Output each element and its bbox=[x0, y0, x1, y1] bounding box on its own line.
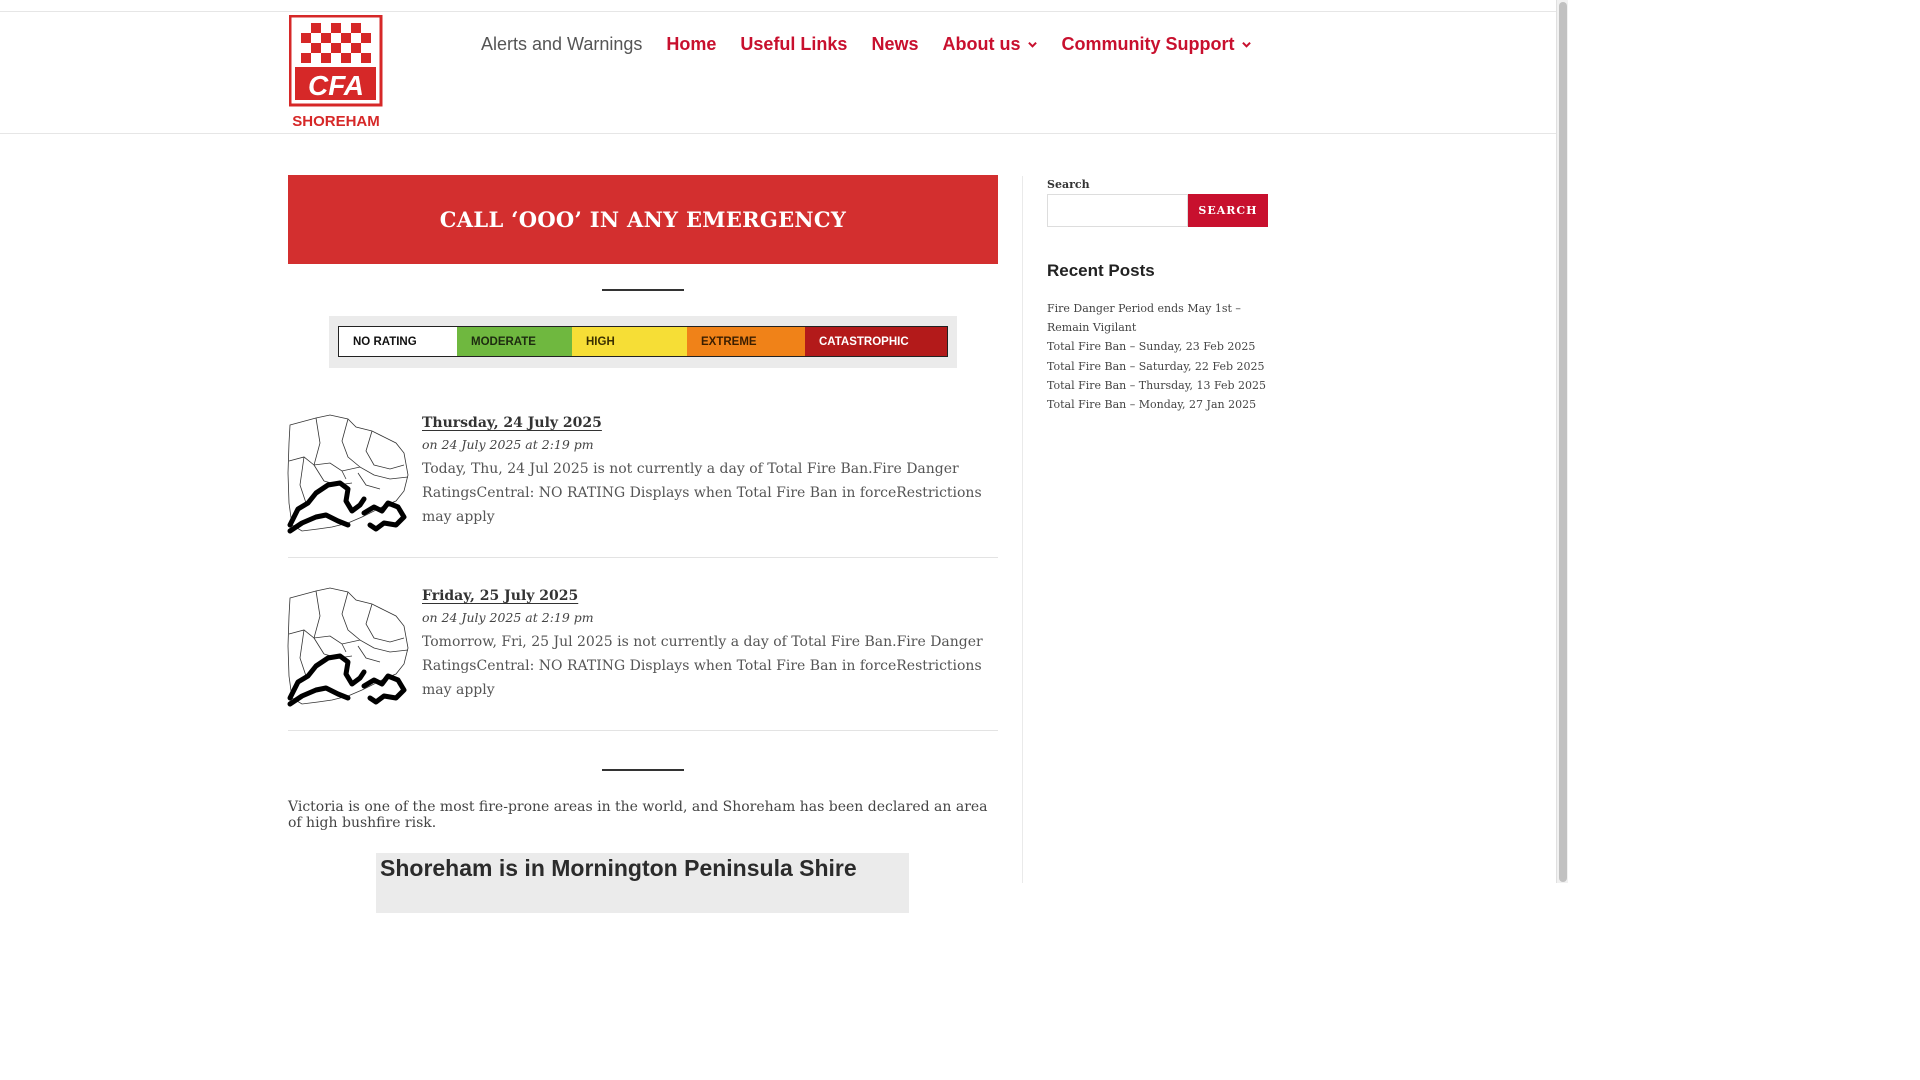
recent-post-link[interactable]: Fire Danger Period ends May 1st – Remain Vigilant bbox=[1047, 302, 1241, 335]
recent-post-link[interactable]: Total Fire Ban – Sunday, 23 Feb 2025 bbox=[1047, 340, 1256, 354]
rating-moderate: MODERATE bbox=[457, 327, 572, 356]
recent-posts-list bbox=[1047, 299, 1269, 414]
post-title-link[interactable]: Friday, 25 July 2025 bbox=[422, 588, 579, 604]
post-item bbox=[288, 413, 998, 558]
post-date: on 24 July 2025 at 2:19 pm bbox=[422, 437, 594, 452]
cfa-shoreham-logo[interactable] bbox=[289, 15, 383, 129]
nav-news[interactable]: News bbox=[871, 33, 919, 54]
post-item bbox=[288, 558, 998, 731]
logo-shoreham-text: SHOREHAM bbox=[292, 113, 380, 129]
fire-danger-rating-bar bbox=[338, 326, 948, 357]
nav-about-us[interactable]: About us bbox=[930, 30, 1049, 58]
post-excerpt: Today, Thu, 24 Jul 2025 is not currently a day of Total Fire Ban.Fire Danger RatingsCentral: NO RATING Displays when Total Fire Ban in forceRestrictions may apply bbox=[422, 461, 982, 525]
shire-heading-image: Shoreham is in Mornington Peninsula Shire bbox=[376, 853, 909, 913]
nav-useful-links[interactable]: Useful Links bbox=[740, 33, 848, 54]
search-form bbox=[1047, 194, 1269, 227]
section-divider bbox=[602, 289, 684, 291]
emergency-banner: CALL ‘OOO’ IN ANY EMERGENCY bbox=[288, 175, 998, 264]
section-divider bbox=[602, 769, 684, 771]
logo-cfa-text: CFA bbox=[308, 70, 364, 101]
post-date: on 24 July 2025 at 2:19 pm bbox=[422, 610, 594, 625]
chevron-down-icon bbox=[1242, 40, 1251, 49]
search-button[interactable]: SEARCH bbox=[1188, 194, 1268, 227]
rating-high: HIGH bbox=[572, 327, 687, 356]
rating-catastrophic: CATASTROPHIC bbox=[805, 327, 947, 356]
chevron-down-icon bbox=[1028, 40, 1037, 49]
rating-extreme: EXTREME bbox=[687, 327, 805, 356]
site-header bbox=[0, 13, 1556, 134]
main-content bbox=[288, 175, 998, 913]
post-title-link[interactable]: Thursday, 24 July 2025 bbox=[422, 415, 602, 431]
post-body bbox=[422, 412, 1002, 529]
recent-post-link[interactable]: Total Fire Ban – Monday, 27 Jan 2025 bbox=[1047, 398, 1257, 412]
victoria-fire-district-map[interactable] bbox=[286, 413, 410, 535]
post-body bbox=[422, 585, 1002, 702]
victoria-fire-district-map[interactable] bbox=[286, 586, 410, 708]
search-input[interactable] bbox=[1047, 194, 1188, 227]
search-label: Search bbox=[1047, 178, 1090, 191]
recent-posts-title: Recent Posts bbox=[1047, 261, 1155, 280]
recent-post-link[interactable]: Total Fire Ban – Thursday, 13 Feb 2025 bbox=[1047, 378, 1267, 392]
nav-alerts-and-warnings[interactable]: Alerts and Warnings bbox=[481, 33, 643, 54]
sidebar bbox=[1047, 178, 1269, 414]
fire-danger-rating-panel bbox=[329, 316, 957, 368]
top-strip bbox=[0, 0, 1556, 12]
rating-no-rating: NO RATING bbox=[339, 327, 457, 356]
sidebar-divider bbox=[1022, 176, 1023, 883]
intro-paragraph: Victoria is one of the most fire-prone areas in the world, and Shoreham has been declared an area of high bushfire risk. bbox=[288, 799, 988, 831]
recent-post-link[interactable]: Total Fire Ban – Saturday, 22 Feb 2025 bbox=[1047, 359, 1265, 373]
nav-home[interactable]: Home bbox=[666, 33, 717, 54]
main-nav bbox=[469, 30, 1263, 58]
page-scrollbar[interactable] bbox=[1556, 0, 1568, 883]
post-excerpt: Tomorrow, Fri, 25 Jul 2025 is not currently a day of Total Fire Ban.Fire Danger RatingsCentral: NO RATING Displays when Total Fire Ban in forceRestrictions may apply bbox=[422, 634, 983, 698]
nav-community-support[interactable]: Community Support bbox=[1049, 30, 1263, 58]
scrollbar-thumb[interactable] bbox=[1559, 2, 1567, 882]
